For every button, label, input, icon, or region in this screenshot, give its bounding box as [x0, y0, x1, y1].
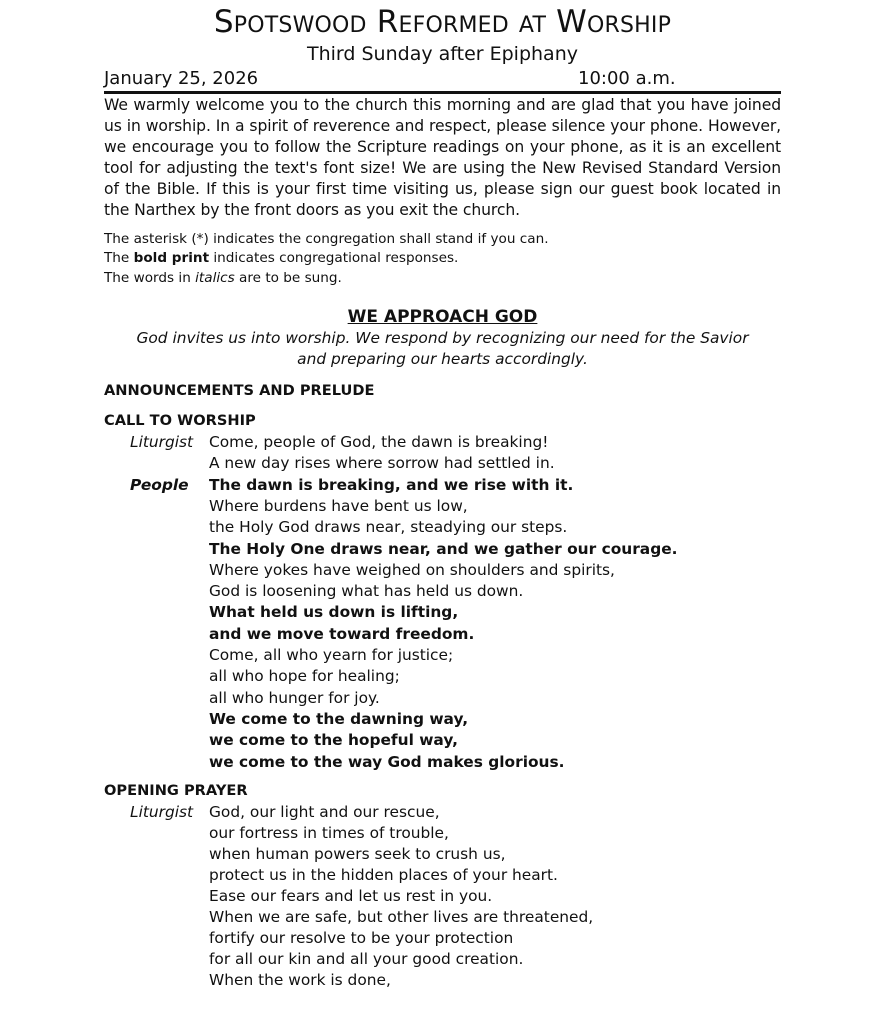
litany-line	[104, 602, 781, 623]
litany-line	[104, 802, 781, 823]
section-subtitle-2: and preparing our hearts accordingly.	[297, 349, 588, 368]
line-text: all who hope for healing;	[209, 667, 400, 686]
speaker-name: People	[130, 475, 189, 494]
speaker-label	[104, 907, 209, 928]
line-text: God is loosening what has held us down.	[209, 582, 524, 601]
section-subtitle-1: God invites us into worship. We respond by recognizing our need for the Savior	[136, 329, 749, 348]
notes	[104, 230, 781, 289]
date-line	[104, 67, 781, 94]
litany-line	[104, 645, 781, 666]
speaker-label	[104, 475, 209, 496]
litany-line	[104, 844, 781, 865]
litany-line	[104, 560, 781, 581]
welcome-paragraph: We warmly welcome you to the church this morning and are glad that you have joined us in worship. In a spirit of reverence and respect, please silence your phone. However, we encourage you to follow the Scripture readings on your phone, as it is an excellent tool for adjusting the text's font size! We are using the New Revised Standard Version of the Bible. If this is your first time visiting us, please sign our guest book located in the Narthex by the front doors as you exit the church.	[104, 96, 781, 220]
litany-line	[104, 453, 781, 474]
note-italic-word: italics	[195, 269, 235, 286]
speaker-label	[104, 709, 209, 730]
litany-line	[104, 949, 781, 970]
speaker-label	[104, 517, 209, 538]
note-text: The	[104, 250, 134, 267]
litany-line	[104, 581, 781, 602]
speaker-label	[104, 560, 209, 581]
line-text: The Holy One draws near, and we gather our courage.	[209, 539, 678, 558]
litany-line	[104, 666, 781, 687]
line-text: God, our light and our rescue,	[209, 802, 440, 821]
note-text: indicates congregational responses.	[209, 250, 459, 267]
line-text: We come to the dawning way,	[209, 709, 469, 728]
note-asterisk: The asterisk (*) indicates the congregation shall stand if you can.	[104, 230, 549, 247]
liturgical-day: Third Sunday after Epiphany	[306, 43, 578, 65]
speaker-label	[104, 886, 209, 907]
opening-prayer-heading: OPENING PRAYER	[104, 781, 248, 799]
speaker-label	[104, 730, 209, 751]
litany-line	[104, 928, 781, 949]
litany-line	[104, 970, 781, 991]
litany-line	[104, 823, 781, 844]
bulletin-title: Spotswood Reformed at Worship	[213, 4, 672, 40]
line-text: all who hunger for joy.	[209, 688, 380, 707]
speaker-label	[104, 496, 209, 517]
speaker-label	[104, 949, 209, 970]
speaker-label	[104, 624, 209, 645]
litany-line	[104, 539, 781, 560]
speaker-label	[104, 688, 209, 709]
line-text: Come, people of God, the dawn is breaking!	[209, 433, 549, 452]
speaker-label	[104, 752, 209, 773]
speaker-label	[104, 581, 209, 602]
speaker-label	[104, 666, 209, 687]
line-text: A new day rises where sorrow had settled in.	[209, 454, 555, 473]
litany-line	[104, 496, 781, 517]
line-text: Where burdens have bent us low,	[209, 496, 468, 515]
note-italic	[104, 269, 781, 289]
opening-prayer-litany	[104, 802, 781, 991]
line-text: we come to the way God makes glorious.	[209, 752, 565, 771]
line-text: Ease our fears and let us rest in you.	[209, 886, 493, 905]
speaker-label	[104, 432, 209, 453]
line-text: When we are safe, but other lives are threatened,	[209, 907, 594, 926]
note-bold	[104, 249, 781, 269]
line-text: for all our kin and all your good creation.	[209, 949, 524, 968]
speaker-label	[104, 602, 209, 623]
litany-line	[104, 624, 781, 645]
service-time: 10:00 a.m.	[578, 68, 676, 89]
speaker-label	[104, 823, 209, 844]
line-text: and we move toward freedom.	[209, 624, 475, 643]
litany-line	[104, 886, 781, 907]
line-text: when human powers seek to crush us,	[209, 844, 506, 863]
note-bold-word: bold print	[133, 250, 210, 267]
litany-line	[104, 907, 781, 928]
line-text: protect us in the hidden places of your heart.	[209, 865, 558, 884]
service-date: January 25, 2026	[104, 68, 259, 89]
litany-line	[104, 432, 781, 453]
section-heading: WE APPROACH GOD	[347, 307, 538, 328]
bulletin-page	[104, 0, 781, 991]
line-text: fortify our resolve to be your protection	[209, 928, 514, 947]
litany-line	[104, 865, 781, 886]
line-text: The dawn is breaking, and we rise with it.	[209, 475, 574, 494]
line-text: What held us down is lifting,	[209, 603, 459, 622]
speaker-name: Liturgist	[130, 802, 194, 821]
line-text: When the work is done,	[209, 970, 391, 989]
litany-line	[104, 517, 781, 538]
speaker-label	[104, 453, 209, 474]
speaker-label	[104, 865, 209, 886]
line-text: Where yokes have weighed on shoulders and spirits,	[209, 560, 615, 579]
line-text: Come, all who yearn for justice;	[209, 646, 454, 665]
litany-line	[104, 752, 781, 773]
speaker-label	[104, 970, 209, 991]
speaker-label	[104, 645, 209, 666]
note-text: The words in	[104, 269, 196, 286]
speaker-label	[104, 539, 209, 560]
litany-line	[104, 709, 781, 730]
speaker-label	[104, 844, 209, 865]
line-text: the Holy God draws near, steadying our steps.	[209, 518, 568, 537]
litany-line	[104, 688, 781, 709]
line-text: our fortress in times of trouble,	[209, 823, 449, 842]
call-to-worship-heading: CALL TO WORSHIP	[104, 412, 256, 430]
call-to-worship-litany	[104, 432, 781, 773]
speaker-label	[104, 802, 209, 823]
announcements-heading: ANNOUNCEMENTS AND PRELUDE	[104, 382, 375, 400]
speaker-name: Liturgist	[130, 433, 194, 452]
note-text: are to be sung.	[234, 269, 342, 286]
litany-line	[104, 475, 781, 496]
speaker-label	[104, 928, 209, 949]
litany-line	[104, 730, 781, 751]
line-text: we come to the hopeful way,	[209, 731, 459, 750]
